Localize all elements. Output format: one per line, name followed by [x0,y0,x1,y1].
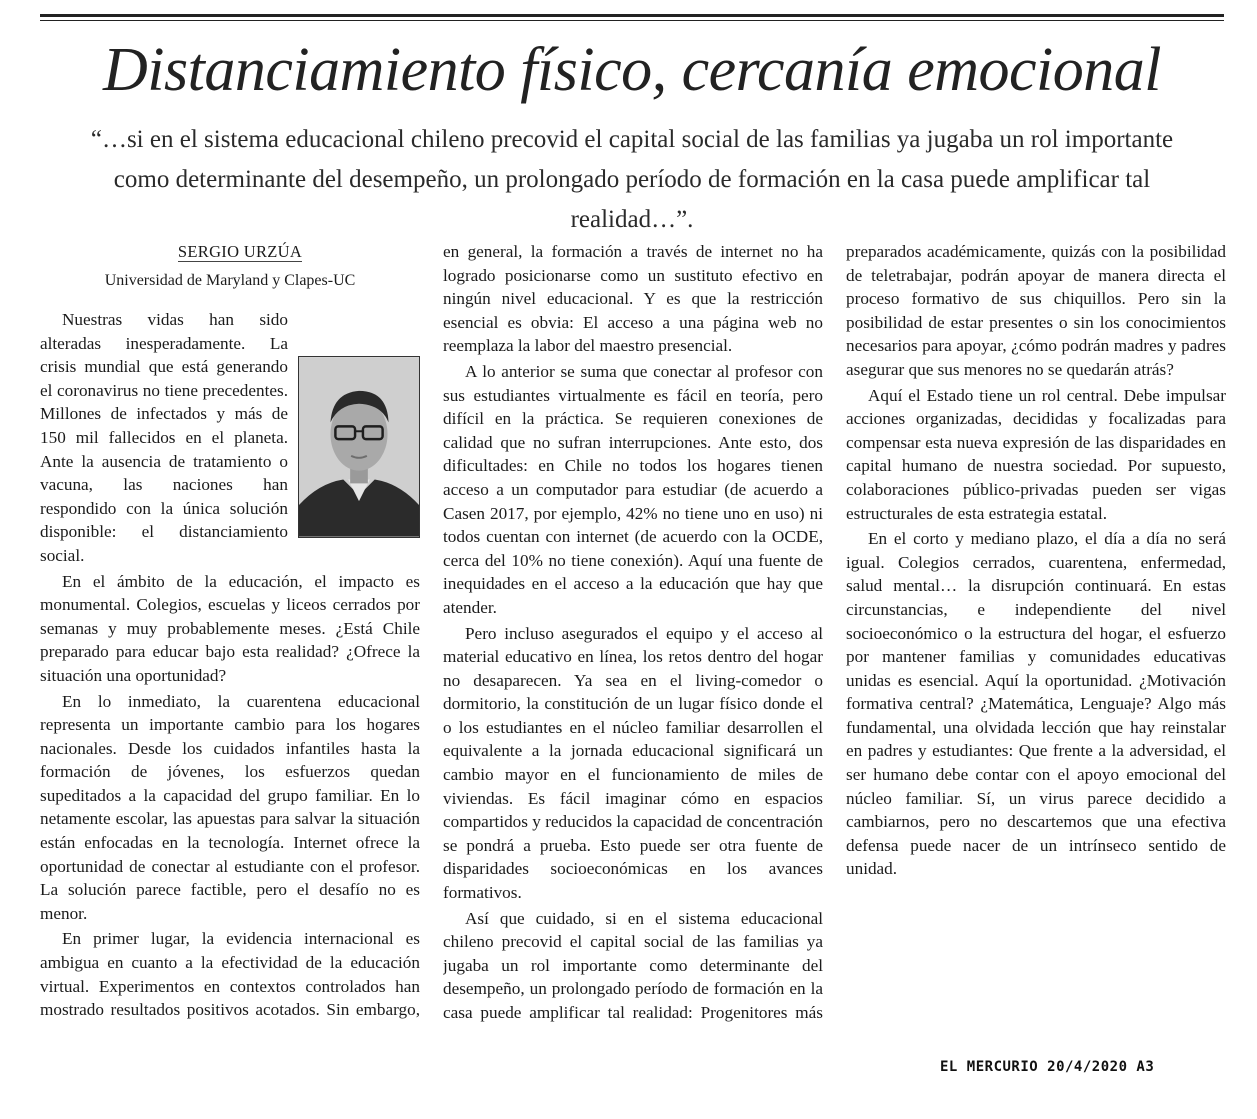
article-column-3 [846,240,1226,1030]
article-paragraph [443,240,823,358]
paragraph-text: en general, la formación a través de internet no ha logrado posicionarse como un sustituto efectivo en ningún nivel educacional. Y es que la restricción esencial es obvia: El acceso a una página web no reemplaza la labor del maestro presencial. [443,242,823,356]
author-byline [40,240,420,264]
masthead-rule [40,14,1224,21]
article-paragraph [846,527,1226,881]
paragraph-text: A lo anterior se suma que conectar al profesor con sus estudiantes virtualmente es fácil en teoría, pero difícil en la práctica. Se requieren conexiones de calidad que no sufran interrupciones. Ante esto, dos dificultades: en Chile no todos los hogares tienen acceso a un computador para estudiar (de acuerdo a Casen 2017, por ejemplo, 42% no tiene uno en uso) ni todos cuentan con internet (de acuerdo con la OCDE, cerca del 10% no tiene conexión). Aquí una fuente de inequidades en el acceso a la educación que hay que atender. [443,361,823,617]
paragraph-text: preparados académicamente, quizás con la posibilidad de teletrabajar, podrán apoyar de manera directa el proceso formativo de sus chiquillos. Pero sin la posibilidad de estar presentes o sin los conocimientos necesarios para apoyar, ¿cómo podrán madres y padres asegurar que sus menores no se quedarán atrás? [846,242,1226,379]
article-column-2 [443,240,823,1030]
pull-quote: “…si en el sistema educacional chileno precovid el capital social de las familias ya jugaba un rol importante como determinante del desempeño, un prolongado período de formación en la casa puede amplificar tal realidad…”. [90,126,1174,233]
article-paragraph [40,308,420,568]
article-paragraph [443,360,823,620]
source-credit: EL MERCURIO 20/4/2020 A3 [940,1059,1155,1075]
author-photo-icon [298,356,420,538]
paragraph-text: En el corto y mediano plazo, el día a día no será igual. Colegios cerrados, cuarentena, enfermedad, salud mental… la disrupción continuará. En estas circunstancias, e independiente del nivel socioeconómico o la estructura del hogar, el esfuerzo por mantener familias y comunidades educativas unidas es esencial. Aquí la oportunidad. ¿Motivación formativa central? ¿Matemática, Lenguaje? Algo más fundamental, una olvidada lección que hay reinstalar en padres y estudiantes: Que frente a la adversidad, el ser humano debe contar con el apoyo emocional del núcleo familiar. Sí, un virus parece decidido a cambiarnos, pero no descartemos que una efectiva defensa puede nacer de un intrínseco sentido de unidad. [846,529,1226,879]
paragraph-text: En lo inmediato, la cuarentena educacional representa un importante cambio para los hogares nacionales. Desde los cuidados infantiles hasta la formación de jóvenes, los esfuerzos quedan supeditados a la capacidad del grupo familiar. En lo netamente escolar, las apuestas para salvar la situación están enfocadas en la tecnología. Internet ofrece la oportunidad de conectar al estudiante con el profesor. La solución parece factible, pero el desafío no es menor. [40,691,420,923]
paragraph-text: En el ámbito de la educación, el impacto es monumental. Colegios, escuelas y liceos cerrados por semanas y muy probablemente meses. ¿Está Chile preparado para educar bajo esta realidad? ¿Ofrece la situación una oportunidad? [40,571,420,685]
article-paragraph [443,907,823,1025]
headline: Distanciamiento físico, cercanía emocional [102,36,1162,104]
article-paragraph [40,927,420,1021]
author-affiliation: Universidad de Maryland y Clapes-UC [104,272,356,289]
article-paragraph [40,690,420,926]
article-paragraph [846,384,1226,526]
paragraph-text: Así que cuidado, si en el sistema educacional chileno precovid el capital social de las familias ya jugaba un rol importante como determinante del desempeño, un prolongado período de formación en la casa puede amplificar tal realidad: Progenitores más [443,908,823,1022]
paragraph-text: Pero incluso asegurados el equipo y el acceso al material educativo en línea, los retos dentro del hogar no desaparecen. Ya sea en el living-comedor o dormitorio, la constitución de un lugar físico donde el o los estudiantes en el núcleo familiar desarrollen el equivalente a la jornada educacional significará un cambio mayor en el funcionamiento de miles de viviendas. Es fácil imaginar cómo en espacios compartidos y reducidos la capacidad de concentración se pondrá a prueba. Esto puede ser otra fuente de disparidades socioeconómicas en los avances formativos. [443,623,823,903]
article-column-1 [40,240,420,1030]
article-paragraph [443,622,823,905]
paragraph-text: Aquí el Estado tiene un rol central. Debe impulsar acciones organizadas, decididas y focalizadas para compensar esta nueva expresión de las disparidades en capital humano de nuestra sociedad. Por supuesto, colaboraciones público-privadas pueden ser vigas estructurales de esta estrategia estatal. [846,385,1226,523]
article-paragraph [846,240,1226,382]
paragraph-text: En primer lugar, la evidencia internacional es ambigua en cuanto a la efectividad de la educación virtual. Experimentos en contextos controlados han mostrado resultados positivos acotados. Sin embargo, [40,929,420,1020]
paragraph-text: Nuestras vidas han sido alteradas inesperadamente. La crisis mundial que está generando el coronavirus no tiene precedentes. Millones de infectados y más de 150 mil fallecidos en el planeta. Ante la ausencia de tratamiento o vacuna, las naciones han respondido con la única solución disponible: el distanciamiento social. [40,310,288,565]
article-paragraph [40,570,420,688]
author-name: SERGIO URZÚA [177,242,303,261]
